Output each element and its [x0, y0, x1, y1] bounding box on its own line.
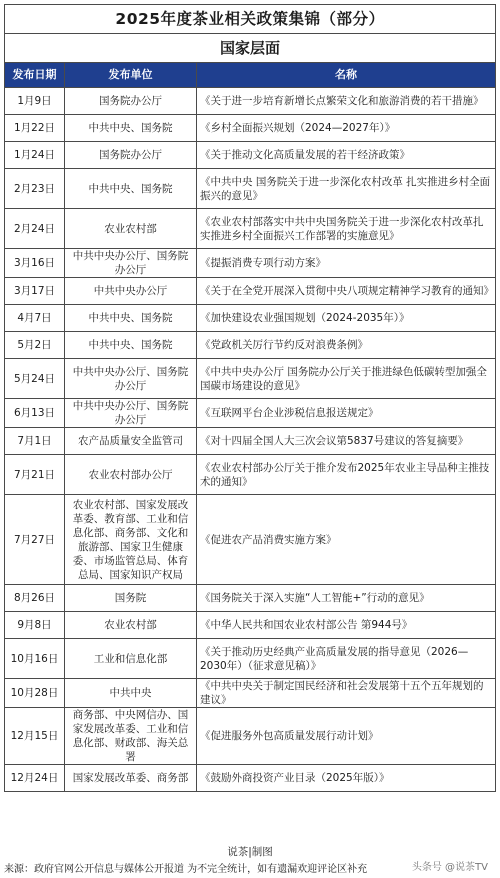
policy-table [4, 4, 496, 792]
row-date: 7月21日 [5, 455, 65, 495]
row-name: 《党政机关厉行节约反对浪费条例》 [197, 332, 496, 359]
row-date: 1月22日 [5, 115, 65, 142]
row-date: 2月24日 [5, 209, 65, 249]
row-date: 7月27日 [5, 495, 65, 585]
row-unit: 中共中央 [65, 679, 197, 708]
row-unit: 中共中央办公厅、国务院办公厅 [65, 249, 197, 278]
table-row [5, 585, 496, 612]
table-row [5, 495, 496, 585]
row-date: 9月8日 [5, 612, 65, 639]
row-date: 8月26日 [5, 585, 65, 612]
row-date: 1月24日 [5, 142, 65, 169]
section-row [5, 34, 496, 63]
row-unit: 国家发展改革委、商务部 [65, 765, 197, 792]
row-date: 3月17日 [5, 278, 65, 305]
row-name: 《中共中央 国务院关于进一步深化农村改革 扎实推进乡村全面振兴的意见》 [197, 169, 496, 209]
row-date: 10月16日 [5, 639, 65, 679]
header-unit: 发布单位 [65, 63, 197, 88]
header-row [5, 63, 496, 88]
table-row [5, 455, 496, 495]
table-row [5, 359, 496, 399]
row-name: 《国务院关于深入实施“人工智能+”行动的意见》 [197, 585, 496, 612]
row-unit: 中共中央办公厅、国务院办公厅 [65, 359, 197, 399]
table-row [5, 88, 496, 115]
watermark: 头条号 @说茶TV [410, 858, 490, 873]
header-date: 发布日期 [5, 63, 65, 88]
table-row [5, 679, 496, 708]
row-unit: 中共中央、国务院 [65, 332, 197, 359]
row-date: 1月9日 [5, 88, 65, 115]
row-name: 《提振消费专项行动方案》 [197, 249, 496, 278]
row-unit: 农业农村部 [65, 209, 197, 249]
row-unit: 中共中央、国务院 [65, 169, 197, 209]
row-unit: 国务院办公厅 [65, 142, 197, 169]
title-row [5, 5, 496, 34]
table-row [5, 639, 496, 679]
source-note: 来源：政府官网公开信息与媒体公开报道 为不完全统计，如有遗漏欢迎评论区补充 [4, 864, 368, 875]
row-name: 《促进农产品消费实施方案》 [197, 495, 496, 585]
table-title: 2025年度茶业相关政策集锦（部分） [5, 5, 496, 34]
row-date: 7月1日 [5, 428, 65, 455]
row-name: 《促进服务外包高质量发展行动计划》 [197, 708, 496, 765]
row-unit: 农产品质量安全监管司 [65, 428, 197, 455]
table-row [5, 115, 496, 142]
row-date: 5月24日 [5, 359, 65, 399]
table-row [5, 612, 496, 639]
row-name: 《中共中央办公厅 国务院办公厅关于推进绿色低碳转型加强全国碳市场建设的意见》 [197, 359, 496, 399]
table-row [5, 142, 496, 169]
row-name: 《关于推动历史经典产业高质量发展的指导意见（2026—2030年）（征求意见稿）》 [197, 639, 496, 679]
row-date: 12月15日 [5, 708, 65, 765]
table-row [5, 765, 496, 792]
row-name: 《加快建设农业强国规划（2024-2035年）》 [197, 305, 496, 332]
row-name: 《对十四届全国人大三次会议第5837号建议的答复摘要》 [197, 428, 496, 455]
row-date: 12月24日 [5, 765, 65, 792]
header-name: 名称 [197, 63, 496, 88]
row-unit: 中共中央办公厅、国务院办公厅 [65, 399, 197, 428]
row-unit: 国务院 [65, 585, 197, 612]
row-name: 《关于进一步培育新增长点繁荣文化和旅游消费的若干措施》 [197, 88, 496, 115]
table-row [5, 399, 496, 428]
table-row [5, 305, 496, 332]
table-row [5, 209, 496, 249]
table-row [5, 169, 496, 209]
row-unit: 商务部、中央网信办、国家发展改革委、工业和信息化部、财政部、海关总署 [65, 708, 197, 765]
row-name: 《乡村全面振兴规划（2024—2027年）》 [197, 115, 496, 142]
row-unit: 农业农村部、国家发展改革委、教育部、工业和信息化部、商务部、文化和旅游部、国家卫生健康委、市场监管总局、体育总局、国家知识产权局 [65, 495, 197, 585]
row-date: 4月7日 [5, 305, 65, 332]
chart-credit: 说茶|制图 [227, 846, 273, 858]
table-row [5, 332, 496, 359]
row-name: 《互联网平台企业涉税信息报送规定》 [197, 399, 496, 428]
row-name: 《关于推动文化高质量发展的若干经济政策》 [197, 142, 496, 169]
row-name: 《中共中央关于制定国民经济和社会发展第十五个五年规划的建议》 [197, 679, 496, 708]
section-heading: 国家层面 [5, 34, 496, 63]
table-row [5, 428, 496, 455]
row-unit: 农业农村部办公厅 [65, 455, 197, 495]
row-name: 《关于在全党开展深入贯彻中央八项规定精神学习教育的通知》 [197, 278, 496, 305]
row-unit: 中共中央办公厅 [65, 278, 197, 305]
table-row [5, 249, 496, 278]
table-row [5, 278, 496, 305]
row-unit: 国务院办公厅 [65, 88, 197, 115]
table-row [5, 708, 496, 765]
row-name: 《农业农村部办公厅关于推介发布2025年农业主导品种主推技术的通知》 [197, 455, 496, 495]
row-name: 《中华人民共和国农业农村部公告 第944号》 [197, 612, 496, 639]
row-date: 5月2日 [5, 332, 65, 359]
row-date: 3月16日 [5, 249, 65, 278]
row-date: 2月23日 [5, 169, 65, 209]
row-unit: 农业农村部 [65, 612, 197, 639]
row-date: 10月28日 [5, 679, 65, 708]
row-name: 《农业农村部落实中共中央国务院关于进一步深化农村改革扎实推进乡村全面振兴工作部署的实施意见》 [197, 209, 496, 249]
row-date: 6月13日 [5, 399, 65, 428]
row-unit: 中共中央、国务院 [65, 305, 197, 332]
row-unit: 工业和信息化部 [65, 639, 197, 679]
row-unit: 中共中央、国务院 [65, 115, 197, 142]
row-name: 《鼓励外商投资产业目录（2025年版）》 [197, 765, 496, 792]
